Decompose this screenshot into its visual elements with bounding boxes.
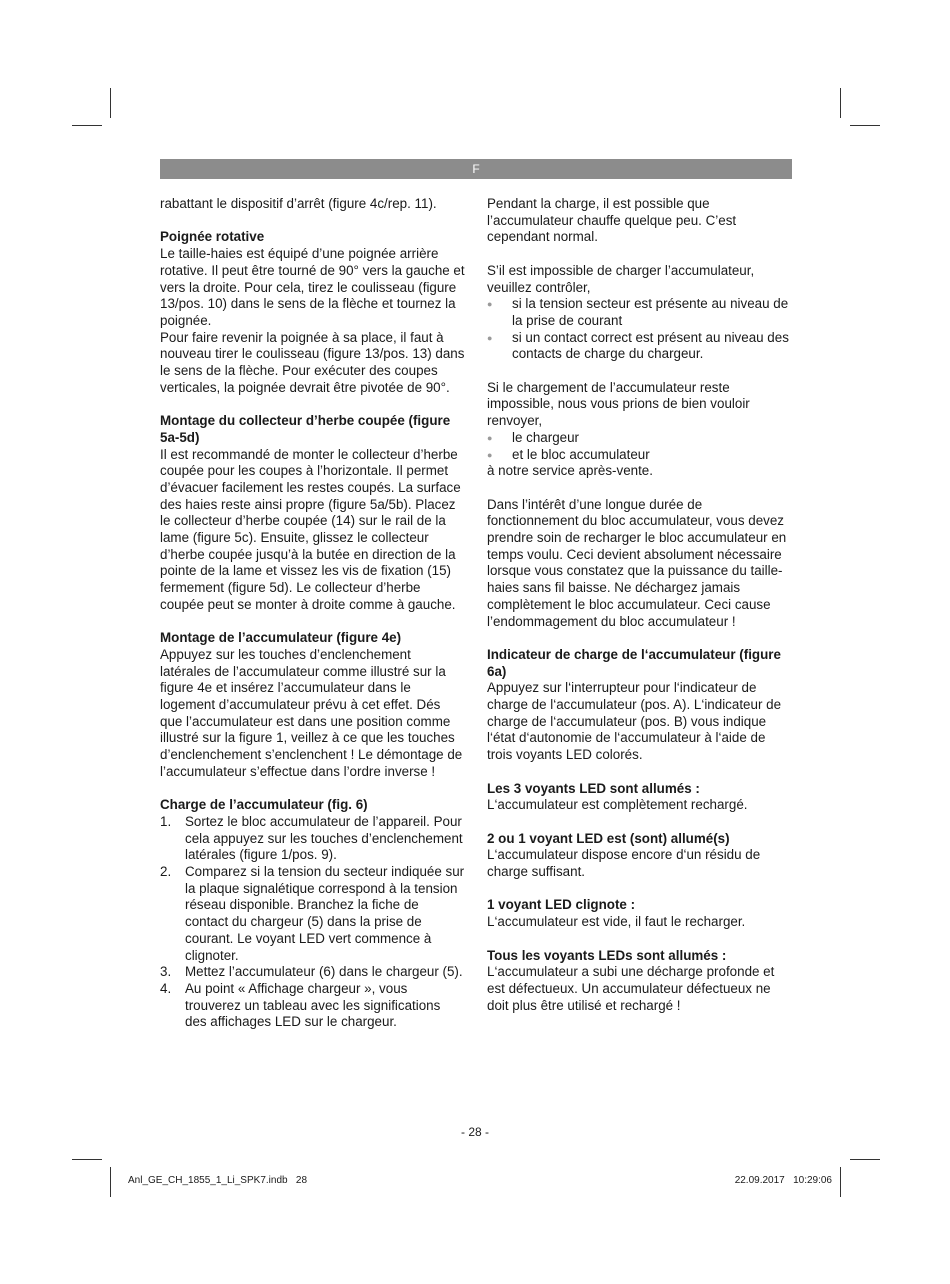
return-bullet-list [487,430,792,463]
accumulateur-paragraph: Appuyez sur les touches d’enclenchement latérales de l’accumulateur comme illustré sur la figure 4e et insérez l’accumulateur dans le logement d’accumulateur prévu à cet effet. Dés que l’accumulateur est dans une position comme illustré sur la figure 1, veillez à ce que les touches d’enclenchement s’enclenchent ! Le démontage de l’accumulateur s’effectue dans l’ordre inverse ! [160,646,463,779]
list-item: ● si la tension secteur est présente au niveau de la prise de courant [487,296,792,329]
crop-mark [840,88,841,118]
list-item [160,864,465,964]
return-outro: à notre service après-vente. [487,463,653,479]
ledall-heading: Tous les voyants LEDs sont allumés : [487,947,727,963]
charging-heat-paragraph: Pendant la charge, il est possible que l’accumulateur chauffe quelque peu. C’est cependant normal. [487,196,737,245]
led3-text: L‘accumulateur est complètement rechargé. [487,797,748,813]
page-number: - 28 - [460,1125,489,1139]
step-number: 4. [160,980,172,996]
step-text: Au point « Affichage chargeur », vous trouverez un tableau avec les significations des affichages LED sur le chargeur. [185,980,441,1030]
footer-filename: Anl_GE_CH_1855_1_Li_SPK7.indb 28 [128,1175,308,1186]
step-text: Comparez si la tension du secteur indiquée sur la plaque signalétique correspond à la tension réseau disponible. Branchez la fiche de contact du chargeur (5) dans la prise de courant. Le voyant LED vert commence à clignoter. [185,864,465,963]
led3-heading: Les 3 voyants LED sont allumés : [487,780,700,796]
list-item: ● le chargeur [487,430,792,447]
list-item [160,981,465,1031]
section-letter: F [472,162,480,176]
poignee-paragraph-2: Pour faire revenir la poignée à sa place, il faut à nouveau tirer le coulisseau (figure 13/pos. 13) dans le sens de la flèche. Pour exécuter des coupes verticales, la poignée devrait être pivotée de 90°. [160,329,465,395]
left-column [160,196,465,1031]
intro-text: rabattant le dispositif d’arrêt (figure 4c/rep. 11). [160,196,437,211]
led21-text: L‘accumulateur dispose encore d‘un résidu de charge suffisant. [487,847,761,880]
list-item: ● si un contact correct est présent au niveau des contacts de charge du chargeur. [487,330,792,363]
crop-mark [72,1159,102,1160]
charge-steps-list [160,814,465,1031]
poignee-heading: Poignée rotative [160,229,265,245]
step-number: 1. [160,813,172,829]
step-number: 3. [160,964,172,980]
collecteur-paragraph: Il est recommandé de monter le collecteur d’herbe coupée pour les coupes à l’horizontale. Il permet d’évacuer facilement les restes coupés. La surface des haies reste ainsi propre (figure 5a/5b). Placez le collecteur d’herbe coupée (14) sur le rail de la lame (figure 5c). Ensuite, glissez le collecteur d’herbe coupée jusqu’à la butée en direction de la pointe de la lame et vissez les vis de fixation (15) fermement (figure 5d). Le collecteur d’herbe coupée peut se monter à droite comme à gauche. [160,446,461,612]
battery-care-paragraph: Dans l’intérêt d’une longue durée de fonctionnement du bloc accumulateur, vous devez prendre soin de recharger le bloc accumulateur en temps voulu. Ceci devient absolument nécessaire lorsque vous constatez que la puissance du taille-haies sans fil baisse. Ne déchargez jamais complètement le bloc accumulateur. Ceci cause l’endommagement du bloc accumulateur ! [487,496,787,629]
collecteur-heading: Montage du collecteur d’herbe coupée (figure 5a-5d) [160,413,451,445]
step-text: Sortez le bloc accumulateur de l’appareil. Pour cela appuyez sur les touches d’enclenchement latérales (figure 1/pos. 9). [185,813,463,863]
ledall-text: L‘accumulateur a subi une décharge profonde et est défectueux. Un accumulateur défectueux ne doit plus être utilisé et rechargé ! [487,964,775,1013]
crop-mark [850,1159,880,1160]
led1-heading: 1 voyant LED clignote : [487,897,636,913]
indicator-paragraph: Appuyez sur l‘interrupteur pour l‘indicateur de charge de l‘accumulateur (pos. A). L‘indicateur de charge de l‘accumulateur (pos. B) vous indique l‘état d‘autonomie de l‘accumulateur à l‘aide de trois voyants LED colorés. [487,680,782,763]
charge-heading: Charge de l’accumulateur (fig. 6) [160,797,368,813]
crop-mark [840,1167,841,1197]
section-header-bar [160,159,792,179]
crop-mark [110,88,111,118]
crop-mark [72,125,102,126]
step-number: 2. [160,864,172,880]
footer-datetime: 22.09.2017 10:29:06 [734,1175,832,1186]
check-intro: S’il est impossible de charger l’accumulateur, veuillez contrôler, [487,262,755,295]
indicator-heading: Indicateur de charge de l‘accumulateur (figure 6a) [487,646,781,679]
list-item: ● et le bloc accumulateur [487,447,792,464]
crop-mark [850,125,880,126]
poignee-paragraph-1: Le taille-haies est équipé d’une poignée arrière rotative. Il peut être tourné de 90° vers la gauche et vers la droite. Pour cela, tirez le coulisseau (figure 13/pos. 10) dans le sens de la flèche et tournez la poignée. [160,246,465,328]
right-column [487,196,792,1014]
list-item [160,964,465,981]
led1-text: L‘accumulateur est vide, il faut le recharger. [487,914,746,930]
led21-heading: 2 ou 1 voyant LED est (sont) allumé(s) [487,830,730,846]
step-text: Mettez l’accumulateur (6) dans le chargeur (5). [185,964,463,980]
crop-mark [110,1167,111,1197]
return-intro: Si le chargement de l’accumulateur reste impossible, nous vous prions de bien vouloir renvoyer, [487,379,750,429]
check-bullet-list [487,296,792,363]
accumulateur-heading: Montage de l’accumulateur (figure 4e) [160,630,402,646]
list-item [160,814,465,864]
